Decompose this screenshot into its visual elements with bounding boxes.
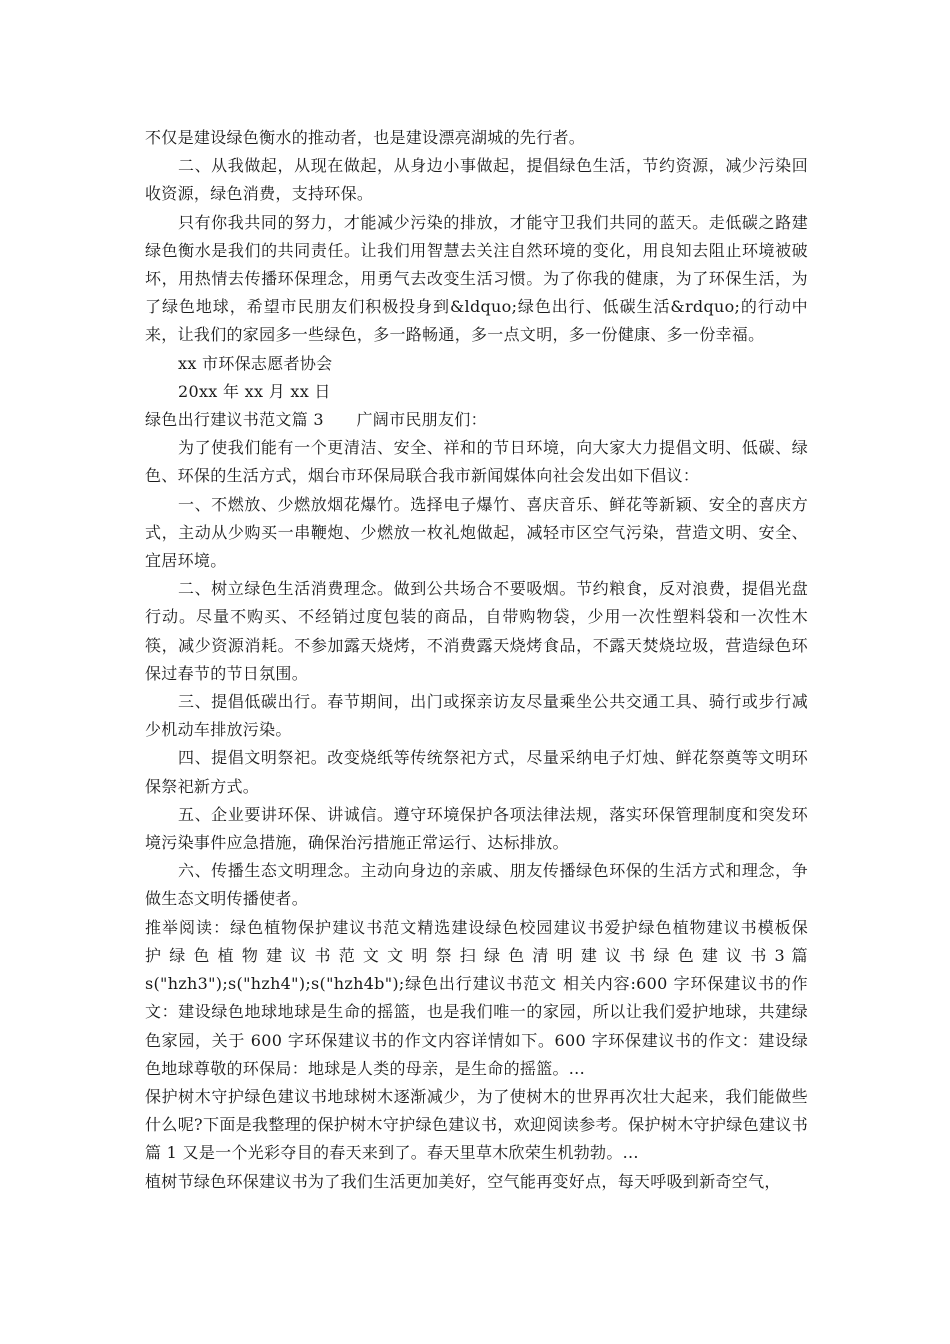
paragraph-item-three: 三、提倡低碳出行。春节期间，出门或探亲访友尽量乘坐公共交通工具、骑行或步行减少机动车排放污染。: [145, 692, 808, 740]
recommended-reading-line-1: 推举阅读：绿色植物保护建议书范文精选建设绿色校园建议书爱护绿色植物建议书模板保: [145, 917, 808, 937]
paragraph-intro: 为了使我们能有一个更清洁、安全、祥和的节日环境，向大家大力提倡文明、低碳、绿色、环保的生活方式，烟台市环保局联合我市新闻媒体向社会发出如下倡议：: [145, 438, 808, 486]
recommended-reading: [145, 914, 808, 1083]
paragraph-item-two-b: 二、树立绿色生活消费理念。做到公共场合不要吸烟。节约粮食，反对浪费，提倡光盘行动。尽量不购买、不经销过度包装的商品，自带购物袋，少用一次性塑料袋和一次性木筷，减少资源消耗。不参加露天烧烤，不消费露天烧烤食品，不露天焚烧垃圾，营造绿色环保过春节的节日氛围。: [145, 579, 808, 683]
recommended-reading-line-2: 护 绿 色 植 物 建 议 书 范 文 文 明 祭 扫 绿 色 清 明 建 议 书 绿 色 建 议 书 3 篇: [145, 945, 808, 965]
paragraph-continuation: 不仅是建设绿色衡水的推动者，也是建设漂亮湖城的先行者。: [145, 128, 586, 147]
section-title: 绿色出行建议书范文篇 3 广阔市民朋友们：: [145, 410, 487, 430]
paragraph-item-four: 四、提倡文明祭祀。改变烧纸等传统祭祀方式，尽量采纳电子灯烛、鲜花祭奠等文明环保祭祀新方式。: [145, 748, 808, 796]
related-article-trees: 保护树木守护绿色建议书地球树木逐渐减少，为了使树木的世界再次壮大起来，我们能做些什么呢?下面是我整理的保护树木守护绿色建议书，欢迎阅读参考。保护树木守护绿色建议书篇 1 又是一个光彩夺目的春天来到了。春天里草木欣荣生机勃勃。...: [145, 1086, 808, 1163]
signature-organization: xx 市环保志愿者协会: [178, 353, 333, 373]
related-article-arbor-day: 植树节绿色环保建议书为了我们生活更加美好，空气能再变好点，每天呼吸到新奇空气，: [145, 1171, 781, 1191]
paragraph-item-six: 六、传播生态文明理念。主动向身边的亲戚、朋友传播绿色环保的生活方式和理念，争做生态文明传播使者。: [145, 861, 808, 909]
recommended-reading-body: s("hzh3");s("hzh4");s("hzh4b");绿色出行建议书范文 相关内容:600 字环保建议书的作文：建设绿色地球地球是生命的摇篮，也是我们唯一的家园，所以让我们爱护地球，共建绿色家园，关于 600 字环保建议书的作文内容详情如下。600 字环保建议书的作文：建设绿色地球尊敬的环保局：地球是人类的母亲，是生命的摇篮。...: [145, 974, 808, 1078]
signature-date: 20xx 年 xx 月 xx 日: [178, 381, 331, 401]
paragraph-item-two: 二、从我做起，从现在做起，从身边小事做起，提倡绿色生活，节约资源，减少污染回收资源，绿色消费，支持环保。: [145, 156, 808, 204]
paragraph-item-five: 五、企业要讲环保、讲诚信。遵守环境保护各项法律法规，落实环保管理制度和突发环境污染事件应急措施，确保治污措施正常运行、达标排放。: [145, 804, 808, 853]
document-page: [145, 124, 808, 1196]
paragraph-appeal: 只有你我共同的努力，才能减少污染的排放，才能守卫我们共同的蓝天。走低碳之路建绿色衡水是我们的共同责任。让我们用智慧去关注自然环境的变化，用良知去阻止环境被破坏，用热情去传播环保理念，用勇气去改变生活习惯。为了你我的健康，为了环保生活，为了绿色地球，希望市民朋友们积极投身到&ldquo;绿色出行、低碳生活&rdquo;的行动中来，让我们的家园多一些绿色，多一路畅通，多一点文明，多一份健康、多一份幸福。: [145, 212, 808, 345]
paragraph-item-one: 一、不燃放、少燃放烟花爆竹。选择电子爆竹、喜庆音乐、鲜花等新颖、安全的喜庆方式，主动从少购买一串鞭炮、少燃放一枚礼炮做起，减轻市区空气污染，营造文明、安全、宜居环境。: [145, 494, 808, 571]
